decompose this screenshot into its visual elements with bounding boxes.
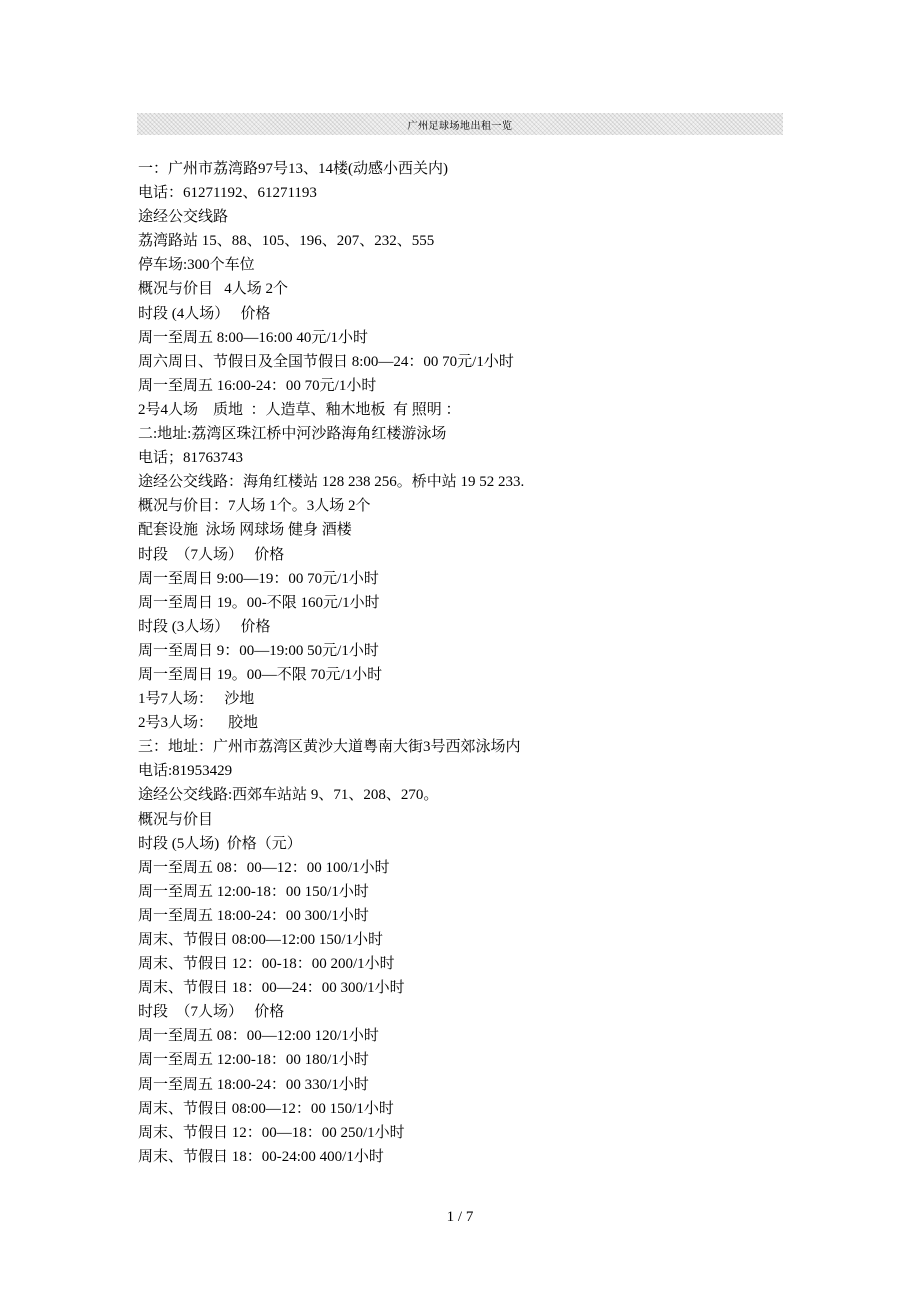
text-line: 电话；81763743 <box>138 450 244 467</box>
text-line: 周一至周日 19。00-不限 160元/1小时 <box>138 594 380 611</box>
text-line: 荔湾路站 15、88、105、196、207、232、555 <box>138 233 435 250</box>
text-line: 途经公交线路 <box>138 209 229 226</box>
page-number: 1 / 7 <box>446 1209 474 1225</box>
text-line: 周末、节假日 08:00—12:00 150/1小时 <box>138 932 384 948</box>
text-line: 周一至周五 16:00-24：00 70元/1小时 <box>138 377 377 394</box>
text-line: 周末、节假日 18：00-24:00 400/1小时 <box>138 1148 384 1165</box>
document-body <box>138 157 838 1169</box>
text-line: 时段 （7人场） 价格 <box>138 1004 285 1021</box>
text-line: 周末、节假日 08:00—12：00 150/1小时 <box>138 1100 394 1117</box>
text-line: 周一至周日 9：00—19:00 50元/1小时 <box>138 642 379 659</box>
text-line: 概况与价目：7人场 1个。3人场 2个 <box>138 498 371 515</box>
text-line: 电话：61271192、61271193 <box>138 185 317 202</box>
text-line: 途经公交线路：海角红楼站 128 238 256。桥中站 19 52 233. <box>138 474 525 491</box>
text-line: 周末、节假日 12：00-18：00 200/1小时 <box>138 956 395 973</box>
text-line: 周末、节假日 18：00—24：00 300/1小时 <box>138 980 405 997</box>
page-header-title: 广州足球场地出租一览 <box>407 120 513 132</box>
text-line: 2号3人场： 胶地 <box>138 715 259 732</box>
text-line: 周一至周五 12:00-18：00 180/1小时 <box>138 1052 369 1069</box>
text-line: 时段 (5人场) 价格（元） <box>138 835 302 852</box>
text-line: 周一至周五 08：00—12:00 120/1小时 <box>138 1028 379 1045</box>
text-line: 周一至周日 19。00—不限 70元/1小时 <box>138 666 383 683</box>
text-line: 概况与价目 <box>138 811 214 828</box>
text-line: 周六周日、节假日及全国节假日 8:00—24：00 70元/1小时 <box>138 353 514 370</box>
text-line: 一：广州市荔湾路97号13、14楼(动感小西关内) <box>138 161 448 177</box>
text-line: 三：地址：广州市荔湾区黄沙大道粤南大街3号西郊泳场内 <box>138 739 521 756</box>
text-line: 周一至周五 12:00-18：00 150/1小时 <box>138 883 369 900</box>
text-line: 周一至周五 18:00-24：00 330/1小时 <box>138 1076 369 1093</box>
page-header-band <box>137 113 783 135</box>
text-line: 周末、节假日 12：00—18：00 250/1小时 <box>138 1124 405 1141</box>
text-line: 时段 (4人场） 价格 <box>138 305 271 322</box>
text-line: 途经公交线路:西郊车站站 9、71、208、270。 <box>138 787 439 804</box>
text-line: 周一至周五 8:00—16:00 40元/1小时 <box>138 329 369 346</box>
text-line: 二:地址:荔湾区珠江桥中河沙路海角红楼游泳场 <box>138 426 447 443</box>
text-line: 周一至周五 18:00-24：00 300/1小时 <box>138 907 369 924</box>
text-line: 停车场:300个车位 <box>138 257 255 274</box>
text-line: 1号7人场： 沙地 <box>138 691 255 708</box>
text-line: 周一至周日 9:00—19：00 70元/1小时 <box>138 570 379 587</box>
text-line: 配套设施 泳场 网球场 健身 酒楼 <box>138 522 352 539</box>
text-line: 2号4人场 质地 ：人造草、釉木地板 有 照明 ： <box>138 401 461 418</box>
text-line: 时段 (3人场） 价格 <box>138 618 271 635</box>
text-line: 概况与价目 4人场 2个 <box>138 281 289 298</box>
text-line: 时段 （7人场） 价格 <box>138 546 285 563</box>
text-line: 电话:81953429 <box>138 763 233 780</box>
text-line: 周一至周五 08：00—12：00 100/1小时 <box>138 859 390 876</box>
